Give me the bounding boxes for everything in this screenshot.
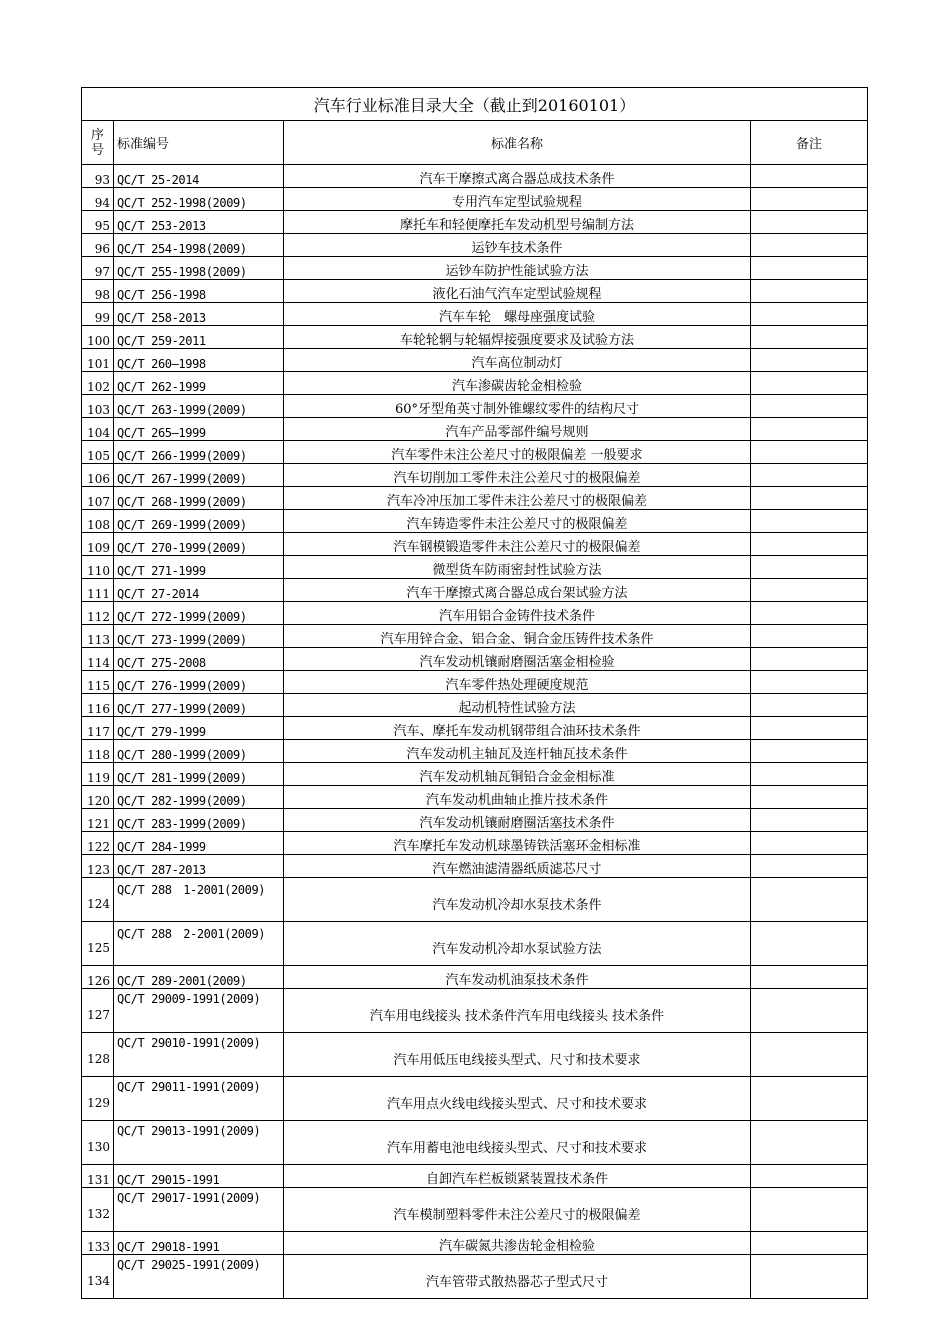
table-row (82, 989, 868, 1033)
row-standard-name: 汽车摩托车发动机球墨铸铁活塞环金相标准 (284, 832, 751, 855)
row-standard-code: QC/T 253-2013 (114, 211, 284, 234)
row-seq: 116 (82, 694, 114, 717)
row-standard-code: QC/T 273-1999(2009) (114, 625, 284, 648)
table-row (82, 694, 868, 717)
header-name: 标准名称 (284, 121, 751, 165)
row-note (751, 418, 868, 441)
row-standard-code: QC/T 252-1998(2009) (114, 188, 284, 211)
table-row (82, 1232, 868, 1255)
row-seq: 123 (82, 855, 114, 878)
row-standard-code: QC/T 289-2001(2009) (114, 966, 284, 989)
row-note (751, 395, 868, 418)
row-seq: 108 (82, 510, 114, 533)
row-note (751, 303, 868, 326)
table-row (82, 740, 868, 763)
table-row (82, 395, 868, 418)
table-row (82, 188, 868, 211)
row-standard-code: QC/T 29011-1991(2009) (114, 1077, 284, 1121)
table-row (82, 464, 868, 487)
table-row (82, 441, 868, 464)
row-note (751, 1165, 868, 1188)
table-row (82, 671, 868, 694)
row-note (751, 1121, 868, 1165)
row-seq: 104 (82, 418, 114, 441)
table-row (82, 1033, 868, 1077)
row-standard-code: QC/T 254-1998(2009) (114, 234, 284, 257)
row-seq: 118 (82, 740, 114, 763)
row-standard-name: 自卸汽车栏板锁紧装置技术条件 (284, 1165, 751, 1188)
row-standard-code: QC/T 283-1999(2009) (114, 809, 284, 832)
row-standard-code: QC/T 29013-1991(2009) (114, 1121, 284, 1165)
row-seq: 100 (82, 326, 114, 349)
table-row (82, 1121, 868, 1165)
row-note (751, 234, 868, 257)
row-note (751, 832, 868, 855)
row-standard-name: 专用汽车定型试验规程 (284, 188, 751, 211)
row-standard-name: 汽车、摩托车发动机钢带组合油环技术条件 (284, 717, 751, 740)
row-note (751, 1033, 868, 1077)
row-standard-name: 汽车发动机油泵技术条件 (284, 966, 751, 989)
row-standard-code: QC/T 271-1999 (114, 556, 284, 579)
row-note (751, 510, 868, 533)
row-standard-name: 汽车燃油滤清器纸质滤芯尺寸 (284, 855, 751, 878)
row-note (751, 648, 868, 671)
row-note (751, 188, 868, 211)
row-note (751, 922, 868, 966)
row-standard-name: 汽车用铝合金铸件技术条件 (284, 602, 751, 625)
row-standard-code: QC/T 262-1999 (114, 372, 284, 395)
row-note (751, 1232, 868, 1255)
table-row (82, 326, 868, 349)
header-row (82, 121, 868, 165)
table-row (82, 832, 868, 855)
row-note (751, 257, 868, 280)
row-standard-code: QC/T 268-1999(2009) (114, 487, 284, 510)
table-row (82, 602, 868, 625)
row-standard-name: 汽车发动机镶耐磨圈活塞技术条件 (284, 809, 751, 832)
row-standard-name: 微型货车防雨密封性试验方法 (284, 556, 751, 579)
row-note (751, 878, 868, 922)
row-seq: 96 (82, 234, 114, 257)
row-seq: 103 (82, 395, 114, 418)
row-note (751, 372, 868, 395)
row-seq: 129 (82, 1077, 114, 1121)
header-code: 标准编号 (114, 121, 284, 165)
row-standard-name: 汽车发动机轴瓦铜铅合金金相标准 (284, 763, 751, 786)
row-seq: 94 (82, 188, 114, 211)
table-row (82, 234, 868, 257)
row-standard-name: 汽车发动机冷却水泵技术条件 (284, 878, 751, 922)
row-standard-name: 汽车干摩擦式离合器总成技术条件 (284, 165, 751, 188)
row-standard-name: 起动机特性试验方法 (284, 694, 751, 717)
row-standard-name: 汽车用蓄电池电线接头型式、尺寸和技术要求 (284, 1121, 751, 1165)
row-standard-name: 汽车碳氮共渗齿轮金相检验 (284, 1232, 751, 1255)
row-seq: 105 (82, 441, 114, 464)
row-standard-code: QC/T 281-1999(2009) (114, 763, 284, 786)
row-seq: 125 (82, 922, 114, 966)
row-standard-code: QC/T 263-1999(2009) (114, 395, 284, 418)
row-seq: 109 (82, 533, 114, 556)
row-standard-name: 汽车模制塑料零件未注公差尺寸的极限偏差 (284, 1188, 751, 1232)
row-note (751, 671, 868, 694)
row-seq: 99 (82, 303, 114, 326)
row-standard-name: 汽车零件未注公差尺寸的极限偏差 一般要求 (284, 441, 751, 464)
row-seq: 134 (82, 1255, 114, 1299)
row-seq: 120 (82, 786, 114, 809)
header-seq (82, 121, 114, 165)
row-seq: 128 (82, 1033, 114, 1077)
row-seq: 115 (82, 671, 114, 694)
row-note (751, 326, 868, 349)
table-row (82, 1165, 868, 1188)
row-standard-name: 汽车管带式散热器芯子型式尺寸 (284, 1255, 751, 1299)
row-note (751, 349, 868, 372)
row-seq: 131 (82, 1165, 114, 1188)
table-row (82, 303, 868, 326)
row-standard-code: QC/T 258-2013 (114, 303, 284, 326)
row-standard-code: QC/T 265—1999 (114, 418, 284, 441)
row-standard-code: QC/T 25-2014 (114, 165, 284, 188)
row-standard-name: 汽车干摩擦式离合器总成台架试验方法 (284, 579, 751, 602)
row-seq: 132 (82, 1188, 114, 1232)
row-standard-code: QC/T 29018-1991 (114, 1232, 284, 1255)
row-note (751, 533, 868, 556)
header-note: 备注 (751, 121, 868, 165)
row-standard-name: 汽车冷冲压加工零件未注公差尺寸的极限偏差 (284, 487, 751, 510)
row-standard-name: 汽车渗碳齿轮金相检验 (284, 372, 751, 395)
row-standard-code: QC/T 29010-1991(2009) (114, 1033, 284, 1077)
row-note (751, 740, 868, 763)
row-standard-name: 汽车钢模锻造零件未注公差尺寸的极限偏差 (284, 533, 751, 556)
title-row (82, 88, 868, 121)
table-title: 汽车行业标准目录大全（截止到20160101） (82, 88, 868, 121)
row-standard-code: QC/T 266-1999(2009) (114, 441, 284, 464)
row-note (751, 1188, 868, 1232)
row-standard-name: 汽车发动机主轴瓦及连杆轴瓦技术条件 (284, 740, 751, 763)
row-standard-code: QC/T 29025-1991(2009) (114, 1255, 284, 1299)
row-note (751, 966, 868, 989)
table-row (82, 510, 868, 533)
row-note (751, 487, 868, 510)
row-seq: 127 (82, 989, 114, 1033)
row-note (751, 441, 868, 464)
row-note (751, 1077, 868, 1121)
row-seq: 106 (82, 464, 114, 487)
row-seq: 98 (82, 280, 114, 303)
row-standard-code: QC/T 272-1999(2009) (114, 602, 284, 625)
standards-table (81, 87, 868, 1299)
table-row (82, 533, 868, 556)
row-note (751, 809, 868, 832)
row-standard-code: QC/T 260—1998 (114, 349, 284, 372)
row-standard-code: QC/T 284-1999 (114, 832, 284, 855)
row-seq: 124 (82, 878, 114, 922)
header-seq-top: 序 (90, 127, 104, 143)
row-standard-code: QC/T 269-1999(2009) (114, 510, 284, 533)
table-row (82, 280, 868, 303)
row-standard-name: 汽车产品零部件编号规则 (284, 418, 751, 441)
row-standard-name: 汽车用点火线电线接头型式、尺寸和技术要求 (284, 1077, 751, 1121)
table-row (82, 165, 868, 188)
table-row (82, 717, 868, 740)
row-standard-code: QC/T 255-1998(2009) (114, 257, 284, 280)
row-standard-code: QC/T 280-1999(2009) (114, 740, 284, 763)
row-seq: 121 (82, 809, 114, 832)
row-standard-code: QC/T 29009-1991(2009) (114, 989, 284, 1033)
row-standard-code: QC/T 288 1-2001(2009) (114, 878, 284, 922)
row-note (751, 625, 868, 648)
table-row (82, 763, 868, 786)
table-row (82, 922, 868, 966)
row-standard-name: 汽车用电线接头 技术条件汽车用电线接头 技术条件 (284, 989, 751, 1033)
row-seq: 112 (82, 602, 114, 625)
row-standard-name: 汽车高位制动灯 (284, 349, 751, 372)
row-standard-code: QC/T 29015-1991 (114, 1165, 284, 1188)
row-note (751, 602, 868, 625)
row-seq: 119 (82, 763, 114, 786)
row-standard-code: QC/T 279-1999 (114, 717, 284, 740)
table-row (82, 349, 868, 372)
row-standard-code: QC/T 27-2014 (114, 579, 284, 602)
row-seq: 126 (82, 966, 114, 989)
row-standard-code: QC/T 270-1999(2009) (114, 533, 284, 556)
row-seq: 133 (82, 1232, 114, 1255)
row-note (751, 579, 868, 602)
row-note (751, 1255, 868, 1299)
table-row (82, 211, 868, 234)
row-seq: 97 (82, 257, 114, 280)
row-standard-code: QC/T 259-2011 (114, 326, 284, 349)
row-seq: 101 (82, 349, 114, 372)
table-row (82, 809, 868, 832)
table-row (82, 966, 868, 989)
row-standard-code: QC/T 29017-1991(2009) (114, 1188, 284, 1232)
row-standard-code: QC/T 267-1999(2009) (114, 464, 284, 487)
row-seq: 110 (82, 556, 114, 579)
table-row (82, 855, 868, 878)
table-row (82, 625, 868, 648)
row-standard-name: 车轮轮辋与轮辐焊接强度要求及试验方法 (284, 326, 751, 349)
row-standard-name: 汽车零件热处理硬度规范 (284, 671, 751, 694)
table-row (82, 1077, 868, 1121)
row-note (751, 280, 868, 303)
row-standard-name: 液化石油气汽车定型试验规程 (284, 280, 751, 303)
table-row (82, 1188, 868, 1232)
row-standard-code: QC/T 288 2-2001(2009) (114, 922, 284, 966)
row-standard-name: 汽车发动机镶耐磨圈活塞金相检验 (284, 648, 751, 671)
row-standard-name: 汽车铸造零件未注公差尺寸的极限偏差 (284, 510, 751, 533)
table-row (82, 579, 868, 602)
row-note (751, 694, 868, 717)
row-note (751, 855, 868, 878)
row-note (751, 211, 868, 234)
row-standard-name: 汽车车轮 螺母座强度试验 (284, 303, 751, 326)
row-standard-name: 汽车发动机冷却水泵试验方法 (284, 922, 751, 966)
row-note (751, 989, 868, 1033)
row-standard-code: QC/T 277-1999(2009) (114, 694, 284, 717)
row-seq: 93 (82, 165, 114, 188)
table-row (82, 1255, 868, 1299)
row-seq: 107 (82, 487, 114, 510)
row-standard-code: QC/T 287-2013 (114, 855, 284, 878)
row-note (751, 763, 868, 786)
row-note (751, 786, 868, 809)
row-standard-name: 运钞车防护性能试验方法 (284, 257, 751, 280)
row-standard-code: QC/T 275-2008 (114, 648, 284, 671)
row-standard-code: QC/T 282-1999(2009) (114, 786, 284, 809)
row-note (751, 165, 868, 188)
row-note (751, 556, 868, 579)
row-seq: 117 (82, 717, 114, 740)
table-row (82, 556, 868, 579)
table-row (82, 257, 868, 280)
row-standard-code: QC/T 276-1999(2009) (114, 671, 284, 694)
table-row (82, 418, 868, 441)
row-note (751, 464, 868, 487)
header-seq-bottom: 号 (90, 142, 104, 158)
row-standard-name: 摩托车和轻便摩托车发动机型号编制方法 (284, 211, 751, 234)
table-row (82, 648, 868, 671)
row-standard-name: 60°牙型角英寸制外锥螺纹零件的结构尺寸 (284, 395, 751, 418)
row-seq: 114 (82, 648, 114, 671)
row-standard-name: 汽车切削加工零件未注公差尺寸的极限偏差 (284, 464, 751, 487)
row-standard-name: 汽车发动机曲轴止推片技术条件 (284, 786, 751, 809)
table-row (82, 786, 868, 809)
row-seq: 130 (82, 1121, 114, 1165)
row-standard-name: 汽车用锌合金、铝合金、铜合金压铸件技术条件 (284, 625, 751, 648)
row-standard-code: QC/T 256-1998 (114, 280, 284, 303)
row-seq: 95 (82, 211, 114, 234)
row-note (751, 717, 868, 740)
row-seq: 102 (82, 372, 114, 395)
row-seq: 122 (82, 832, 114, 855)
row-seq: 113 (82, 625, 114, 648)
row-standard-name: 运钞车技术条件 (284, 234, 751, 257)
row-standard-name: 汽车用低压电线接头型式、尺寸和技术要求 (284, 1033, 751, 1077)
table-row (82, 372, 868, 395)
table-row (82, 878, 868, 922)
table-row (82, 487, 868, 510)
row-seq: 111 (82, 579, 114, 602)
